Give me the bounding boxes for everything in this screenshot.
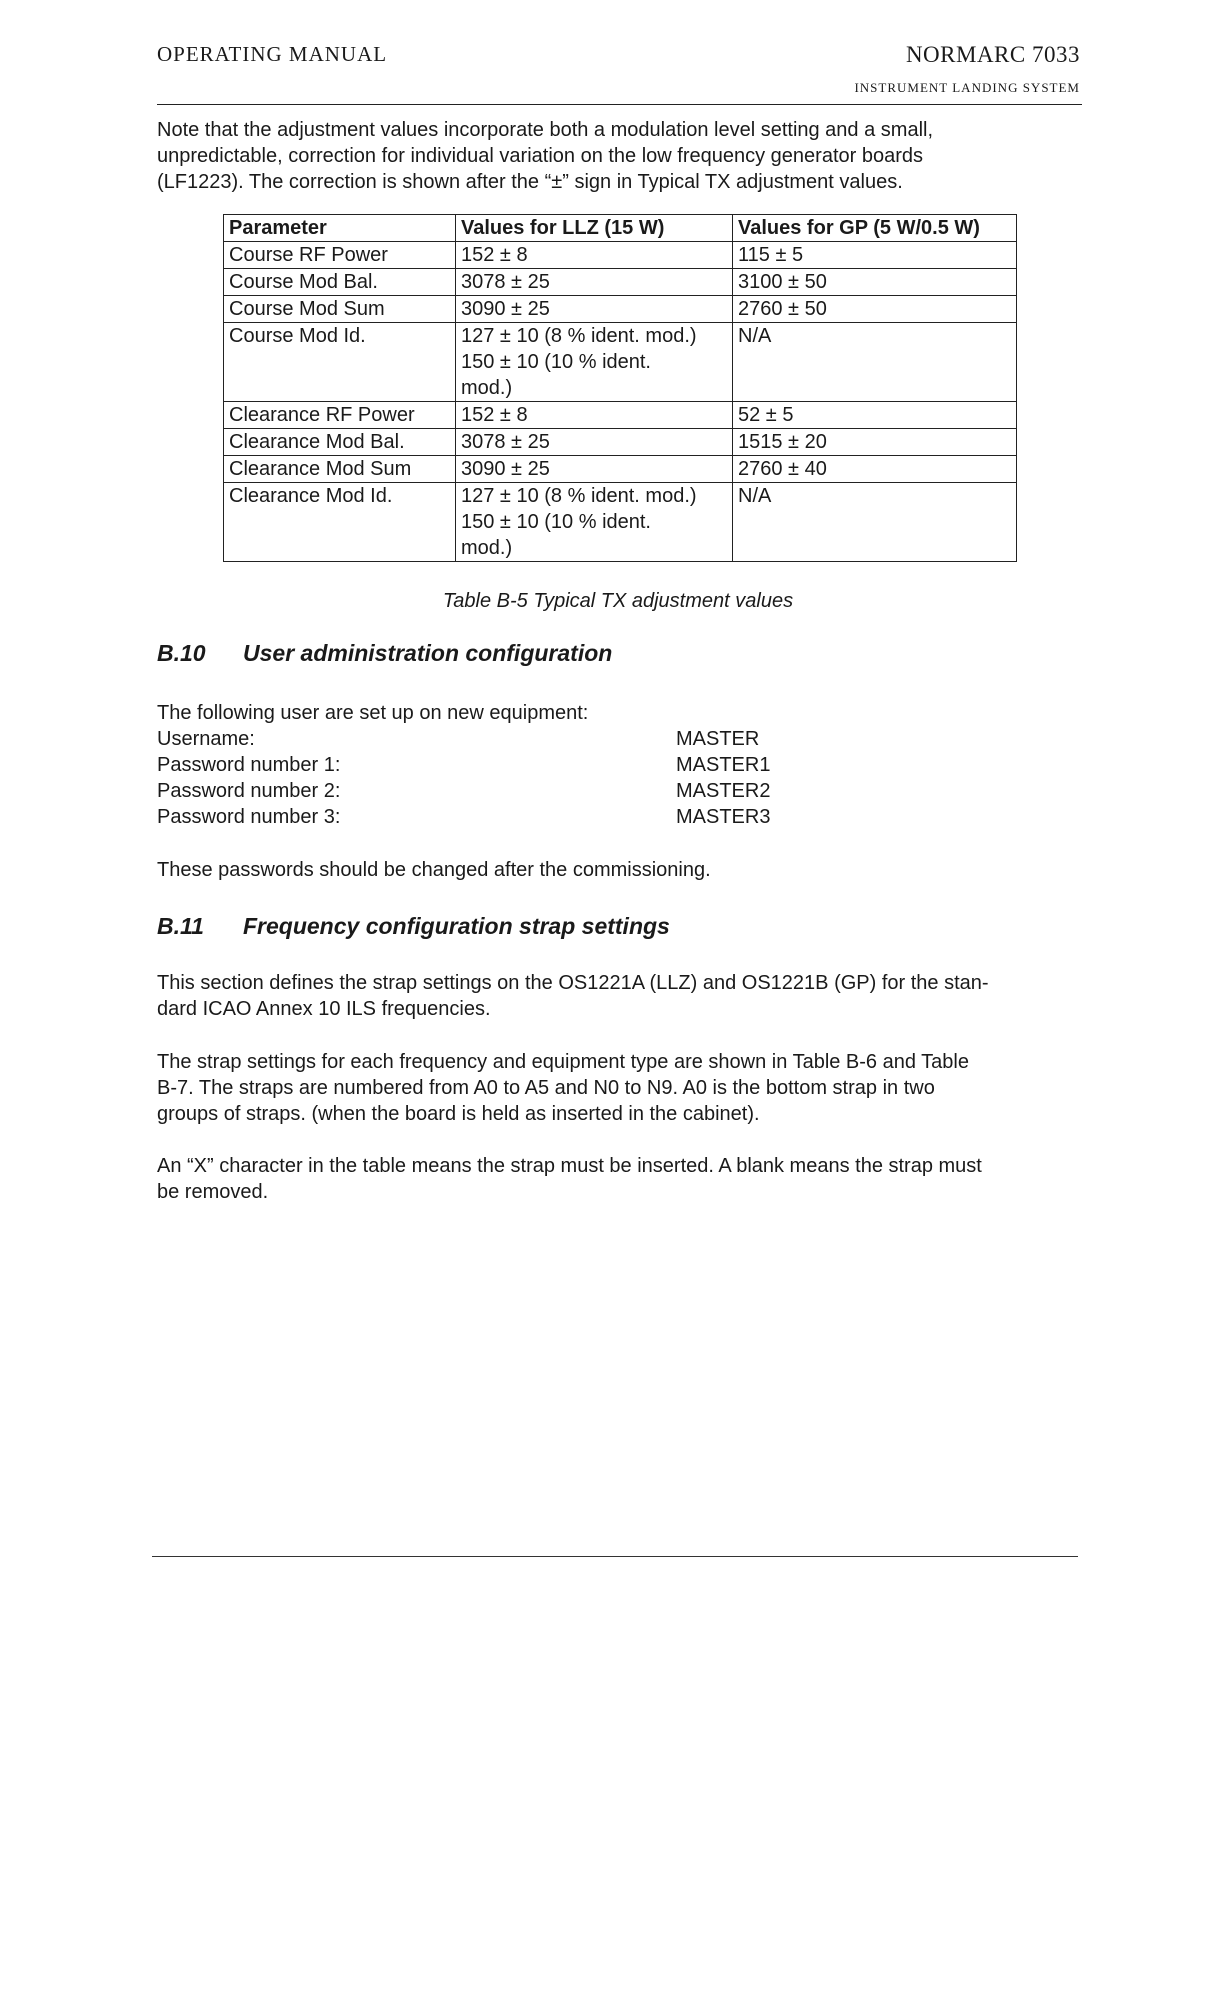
user-value-password2: MASTER2: [676, 780, 771, 802]
strap-paragraph-1: [157, 970, 1087, 1022]
table-cell: 3100 ± 50: [733, 269, 1017, 296]
table-cell: 127 ± 10 (8 % ident. mod.) 150 ± 10 (10 % ident. mod.): [456, 483, 733, 562]
table-row: [224, 402, 1017, 429]
table-cell: Course RF Power: [224, 242, 456, 269]
table-cell: 2760 ± 40: [733, 456, 1017, 483]
user-value-password1: MASTER1: [676, 754, 771, 776]
page-header-subtitle: INSTRUMENT LANDING SYSTEM: [854, 80, 1080, 95]
table-cell: 3078 ± 25: [456, 269, 733, 296]
section-heading-b11: [157, 913, 670, 940]
table-cell: Clearance Mod Sum: [224, 456, 456, 483]
paragraph-line: dard ICAO Annex 10 ILS frequencies.: [157, 998, 491, 1020]
table-cell: N/A: [733, 483, 1017, 562]
table-cell: Clearance RF Power: [224, 402, 456, 429]
table-cell: Clearance Mod Bal.: [224, 429, 456, 456]
adjustment-table: [223, 214, 1017, 562]
table-cell: 127 ± 10 (8 % ident. mod.) 150 ± 10 (10 % ident. mod.): [456, 323, 733, 402]
section-title: User administration configuration: [243, 640, 613, 666]
table-header-row: [224, 215, 1017, 242]
table-row: [224, 242, 1017, 269]
user-label-password1: Password number 1:: [157, 754, 341, 776]
page-header-right: NORMARC 7033: [905, 42, 1080, 67]
table-cell: N/A: [733, 323, 1017, 402]
header-rule: [157, 104, 1082, 105]
paragraph-line: be removed.: [157, 1181, 269, 1203]
paragraph-line: The strap settings for each frequency and equipment type are shown in Table B-6 and Table: [157, 1051, 969, 1073]
table-row: [224, 483, 1017, 562]
section-title: Frequency configuration strap settings: [243, 913, 670, 939]
password-note: These passwords should be changed after the commissioning.: [157, 859, 711, 881]
table-cell: 115 ± 5: [733, 242, 1017, 269]
table-cell: Course Mod Id.: [224, 323, 456, 402]
table-row: [224, 269, 1017, 296]
table-caption: Table B-5 Typical TX adjustment values: [442, 590, 794, 612]
user-value-username: MASTER: [676, 728, 760, 750]
section-number: B.10: [157, 640, 206, 666]
intro-line: unpredictable, correction for individual variation on the low frequency generator boards: [157, 145, 924, 167]
paragraph-line: B-7. The straps are numbered from A0 to A5 and N0 to N9. A0 is the bottom strap in two: [157, 1077, 935, 1099]
table-cell: 3090 ± 25: [456, 296, 733, 323]
table-row: [224, 456, 1017, 483]
section-number: B.11: [157, 913, 204, 939]
table-cell: Course Mod Sum: [224, 296, 456, 323]
intro-paragraph: [157, 117, 1087, 195]
table-row: [224, 296, 1017, 323]
intro-line: Note that the adjustment values incorporate both a modulation level setting and a small,: [157, 119, 934, 141]
table-cell: 152 ± 8: [456, 242, 733, 269]
strap-paragraph-2: [157, 1049, 1087, 1127]
table-row: [224, 429, 1017, 456]
strap-paragraph-3: [157, 1153, 1087, 1205]
footer-rule: [152, 1556, 1078, 1557]
user-intro: The following user are set up on new equipment:: [157, 702, 589, 724]
table-header-cell: Parameter: [224, 215, 456, 242]
paragraph-line: groups of straps. (when the board is held as inserted in the cabinet).: [157, 1103, 760, 1125]
table-cell: Course Mod Bal.: [224, 269, 456, 296]
table-cell: 3090 ± 25: [456, 456, 733, 483]
table-cell: 3078 ± 25: [456, 429, 733, 456]
intro-line: (LF1223). The correction is shown after the “±” sign in Typical TX adjustment values.: [157, 171, 903, 193]
paragraph-line: An “X” character in the table means the strap must be inserted. A blank means the strap must: [157, 1155, 982, 1177]
section-heading-b10: [157, 640, 612, 667]
paragraph-line: This section defines the strap settings on the OS1221A (LLZ) and OS1221B (GP) for the stan-: [157, 972, 989, 994]
user-value-password3: MASTER3: [676, 806, 771, 828]
user-label-username: Username:: [157, 728, 255, 750]
table-header-cell: Values for GP (5 W/0.5 W): [733, 215, 1017, 242]
table-cell: 1515 ± 20: [733, 429, 1017, 456]
table-cell: 152 ± 8: [456, 402, 733, 429]
table-cell: 52 ± 5: [733, 402, 1017, 429]
table-row: [224, 323, 1017, 402]
table-cell: Clearance Mod Id.: [224, 483, 456, 562]
table-cell: 2760 ± 50: [733, 296, 1017, 323]
page-header-left: OPERATING MANUAL: [157, 42, 388, 66]
table-header-cell: Values for LLZ (15 W): [456, 215, 733, 242]
user-label-password3: Password number 3:: [157, 806, 341, 828]
user-label-password2: Password number 2:: [157, 780, 341, 802]
